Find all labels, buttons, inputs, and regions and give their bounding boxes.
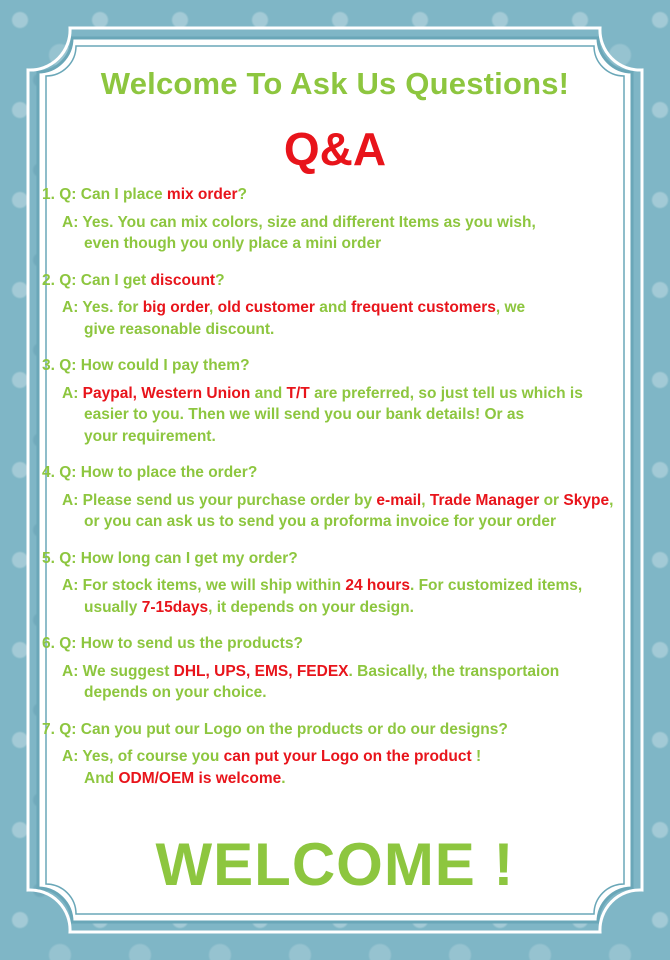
text-segment: or you can ask us to send you a proforma invoice for your order: [84, 513, 556, 530]
highlight-text: Trade Manager: [429, 491, 540, 509]
text-segment: even though you only place a mini order: [84, 235, 382, 252]
text-segment: 4. Q: How to place the order?: [42, 464, 258, 481]
answer-line: [62, 385, 583, 402]
highlight-text: discount: [150, 271, 216, 289]
faq-answer: [62, 746, 642, 789]
faq-item: [42, 633, 642, 704]
faq-spacer: [42, 704, 642, 719]
faq-answer: [62, 490, 642, 533]
faq-question: [42, 548, 642, 570]
text-segment: A: We suggest: [62, 662, 174, 680]
text-segment: your requirement.: [84, 427, 216, 445]
highlight-text: frequent customers: [351, 299, 496, 316]
text-segment: are preferred, so just tell us which is: [309, 384, 583, 402]
faq-answer: [62, 212, 642, 255]
faq-question: [42, 355, 642, 377]
highlight-text: Skype: [563, 491, 610, 509]
answer-line: [62, 768, 642, 790]
page-title: Welcome To Ask Us Questions!: [100, 66, 570, 101]
faq-spacer: [42, 255, 642, 270]
text-segment: . For customized items,: [409, 577, 583, 594]
text-segment: And: [84, 769, 119, 787]
faq-item: [42, 355, 642, 447]
answer-line: [62, 492, 613, 509]
highlight-text: T/T: [286, 384, 310, 402]
faq-item: [42, 548, 642, 619]
highlight-text: 7-15days: [141, 598, 209, 616]
text-segment: ?: [237, 186, 248, 203]
text-segment: A: Yes. You can mix colors, size and different Items as you wish,: [62, 213, 536, 231]
faq-item: [42, 184, 642, 255]
text-segment: give reasonable discount.: [84, 320, 275, 338]
answer-line: [62, 597, 642, 619]
faq-question: [42, 462, 642, 484]
text-segment: or: [539, 491, 564, 509]
faq-item: [42, 270, 642, 341]
faq-list: [42, 184, 642, 789]
text-segment: ?: [215, 271, 225, 289]
answer-line: [62, 233, 642, 255]
faq-item: [42, 719, 642, 790]
answer-line: [62, 682, 642, 704]
text-segment: 2. Q: Can I get: [42, 271, 151, 289]
faq-spacer: [42, 447, 642, 462]
welcome-banner: WELCOME !: [155, 831, 515, 898]
faq-spacer: [42, 618, 642, 633]
answer-line: [62, 319, 642, 341]
answer-line: [62, 214, 536, 231]
faq-answer: [62, 661, 642, 704]
text-segment: , it depends on your design.: [208, 598, 414, 616]
text-segment: .: [281, 769, 286, 787]
text-segment: depends on your choice.: [84, 684, 267, 701]
highlight-text: mix order: [166, 186, 238, 203]
text-segment: and: [250, 384, 287, 402]
qa-heading: Q&A: [283, 123, 387, 175]
answer-line: [62, 299, 525, 316]
text-segment: 1. Q: Can I place: [42, 186, 167, 203]
faq-question: [42, 270, 642, 292]
highlight-text: can put your Logo on the product: [223, 748, 472, 765]
highlight-text: 24 hours: [345, 577, 410, 594]
faq-answer: [62, 297, 642, 340]
faq-spacer: [42, 340, 642, 355]
answer-line: [62, 663, 559, 680]
text-segment: A: Yes, of course you: [62, 748, 224, 765]
highlight-text: Paypal, Western Union: [82, 384, 251, 402]
text-segment: 7. Q: Can you put our Logo on the products or do our designs?: [42, 720, 508, 738]
text-segment: ,: [209, 299, 218, 316]
answer-line: [62, 577, 582, 594]
text-segment: , we: [495, 299, 526, 316]
answer-line: [62, 426, 642, 448]
faq-question: [42, 719, 642, 741]
highlight-text: old customer: [217, 299, 315, 316]
highlight-text: ODM/OEM is welcome: [118, 769, 282, 787]
text-segment: !: [471, 748, 482, 765]
text-segment: ,: [609, 491, 614, 509]
highlight-text: big order: [142, 299, 210, 316]
answer-line: [62, 404, 642, 426]
faq-spacer: [42, 533, 642, 548]
faq-answer: [62, 575, 642, 618]
text-segment: easier to you. Then we will send you our bank details! Or as: [84, 406, 525, 423]
faq-question: [42, 184, 642, 206]
answer-line: [62, 748, 481, 765]
text-segment: ,: [421, 491, 430, 509]
text-segment: and: [314, 299, 352, 316]
faq-question: [42, 633, 642, 655]
highlight-text: e-mail: [376, 491, 422, 509]
answer-line: [62, 511, 642, 533]
faq-item: [42, 462, 642, 533]
text-segment: A: Yes. for: [62, 299, 143, 316]
text-segment: 3. Q: How could I pay them?: [42, 357, 250, 374]
text-segment: A: For stock items, we will ship within: [62, 577, 346, 594]
faq-answer: [62, 383, 642, 448]
text-segment: A: Please send us your purchase order by: [62, 491, 377, 509]
text-segment: 5. Q: How long can I get my order?: [42, 549, 298, 567]
text-segment: 6. Q: How to send us the products?: [42, 635, 303, 652]
text-segment: A:: [62, 384, 83, 402]
text-segment: usually: [84, 598, 142, 616]
highlight-text: DHL, UPS, EMS, FEDEX: [173, 662, 349, 680]
text-segment: . Basically, the transportaion: [348, 662, 560, 680]
